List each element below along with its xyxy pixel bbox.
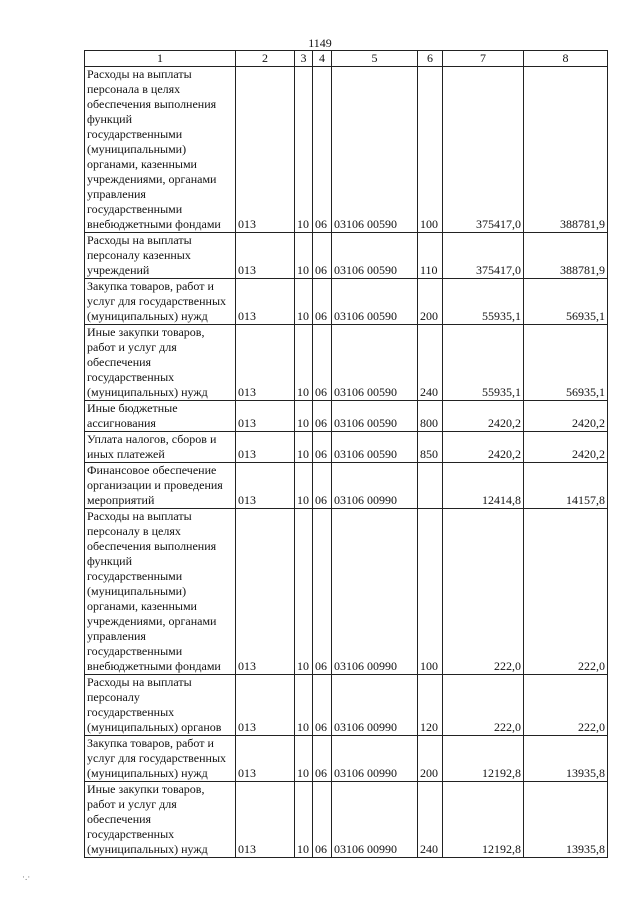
target-article-cell: 03106 00990 — [332, 782, 418, 858]
amount-year1-cell: 12192,8 — [443, 782, 524, 858]
table-row — [85, 675, 608, 736]
target-article-cell: 03106 00590 — [332, 432, 418, 463]
section-cell: 10 — [295, 325, 313, 401]
row-name-cell: Иные закупки товаров, работ и услуг для обеспечения государственных (муниципальных) нужд — [85, 325, 236, 401]
row-name-cell: Уплата налогов, сборов и иных платежей — [85, 432, 236, 463]
expense-type-cell: 110 — [418, 233, 443, 279]
table-row — [85, 782, 608, 858]
section-cell: 10 — [295, 279, 313, 325]
target-article-cell: 03106 00590 — [332, 401, 418, 432]
admin-code-cell: 013 — [236, 279, 295, 325]
admin-code-cell: 013 — [236, 509, 295, 675]
subsection-cell: 06 — [313, 432, 332, 463]
amount-year2-cell: 222,0 — [524, 509, 608, 675]
table-row — [85, 736, 608, 782]
amount-year2-cell: 14157,8 — [524, 463, 608, 509]
column-header: 7 — [443, 51, 524, 67]
subsection-cell: 06 — [313, 233, 332, 279]
amount-year1-cell: 55935,1 — [443, 325, 524, 401]
scan-speck: ·.· — [22, 872, 31, 882]
row-name-cell: Иные закупки товаров, работ и услуг для обеспечения государственных (муниципальных) нужд — [85, 782, 236, 858]
table-row — [85, 67, 608, 233]
page-number: 1149 — [308, 36, 332, 50]
subsection-cell: 06 — [313, 509, 332, 675]
table-row — [85, 401, 608, 432]
expense-type-cell: 100 — [418, 509, 443, 675]
amount-year1-cell: 222,0 — [443, 675, 524, 736]
expense-type-cell: 240 — [418, 325, 443, 401]
amount-year2-cell: 388781,9 — [524, 67, 608, 233]
section-cell: 10 — [295, 463, 313, 509]
target-article-cell: 03106 00990 — [332, 675, 418, 736]
subsection-cell: 06 — [313, 401, 332, 432]
section-cell: 10 — [295, 67, 313, 233]
subsection-cell: 06 — [313, 675, 332, 736]
admin-code-cell: 013 — [236, 463, 295, 509]
amount-year2-cell: 2420,2 — [524, 432, 608, 463]
amount-year2-cell: 56935,1 — [524, 325, 608, 401]
column-header: 5 — [332, 51, 418, 67]
amount-year1-cell: 2420,2 — [443, 432, 524, 463]
admin-code-cell: 013 — [236, 325, 295, 401]
row-name-cell: Закупка товаров, работ и услуг для государственных (муниципальных) нужд — [85, 736, 236, 782]
amount-year2-cell: 13935,8 — [524, 782, 608, 858]
section-cell: 10 — [295, 782, 313, 858]
section-cell: 10 — [295, 675, 313, 736]
table-row — [85, 463, 608, 509]
row-name-cell: Расходы на выплаты персонала в целях обеспечения выполнения функций государственными (муниципальными) органами, казенными учреждениями, органами управления государственными внебюджетными фондами — [85, 67, 236, 233]
amount-year1-cell: 375417,0 — [443, 67, 524, 233]
amount-year2-cell: 56935,1 — [524, 279, 608, 325]
row-name-cell: Иные бюджетные ассигнования — [85, 401, 236, 432]
target-article-cell: 03106 00590 — [332, 233, 418, 279]
expense-type-cell: 800 — [418, 401, 443, 432]
section-cell: 10 — [295, 509, 313, 675]
column-header: 2 — [236, 51, 295, 67]
column-header: 4 — [313, 51, 332, 67]
expense-type-cell: 850 — [418, 432, 443, 463]
target-article-cell: 03106 00590 — [332, 279, 418, 325]
admin-code-cell: 013 — [236, 432, 295, 463]
target-article-cell: 03106 00590 — [332, 325, 418, 401]
target-article-cell: 03106 00990 — [332, 463, 418, 509]
table-row — [85, 325, 608, 401]
target-article-cell: 03106 00990 — [332, 736, 418, 782]
expense-type-cell — [418, 463, 443, 509]
column-header: 3 — [295, 51, 313, 67]
subsection-cell: 06 — [313, 782, 332, 858]
amount-year1-cell: 12414,8 — [443, 463, 524, 509]
admin-code-cell: 013 — [236, 401, 295, 432]
table-row — [85, 509, 608, 675]
section-cell: 10 — [295, 233, 313, 279]
expense-type-cell: 100 — [418, 67, 443, 233]
amount-year2-cell: 388781,9 — [524, 233, 608, 279]
amount-year1-cell: 222,0 — [443, 509, 524, 675]
amount-year1-cell: 55935,1 — [443, 279, 524, 325]
row-name-cell: Расходы на выплаты персоналу в целях обеспечения выполнения функций государственными (муниципальными) органами, казенными учреждениями, органами управления государственными внебюджетными фондами — [85, 509, 236, 675]
admin-code-cell: 013 — [236, 67, 295, 233]
subsection-cell: 06 — [313, 463, 332, 509]
amount-year2-cell: 2420,2 — [524, 401, 608, 432]
section-cell: 10 — [295, 401, 313, 432]
target-article-cell: 03106 00590 — [332, 67, 418, 233]
amount-year2-cell: 222,0 — [524, 675, 608, 736]
amount-year1-cell: 375417,0 — [443, 233, 524, 279]
subsection-cell: 06 — [313, 325, 332, 401]
admin-code-cell: 013 — [236, 233, 295, 279]
table-row — [85, 279, 608, 325]
target-article-cell: 03106 00990 — [332, 509, 418, 675]
column-header: 1 — [85, 51, 236, 67]
expense-type-cell: 200 — [418, 279, 443, 325]
budget-table — [84, 50, 608, 858]
amount-year2-cell: 13935,8 — [524, 736, 608, 782]
amount-year1-cell: 12192,8 — [443, 736, 524, 782]
row-name-cell: Закупка товаров, работ и услуг для государственных (муниципальных) нужд — [85, 279, 236, 325]
amount-year1-cell: 2420,2 — [443, 401, 524, 432]
expense-type-cell: 120 — [418, 675, 443, 736]
subsection-cell: 06 — [313, 67, 332, 233]
admin-code-cell: 013 — [236, 736, 295, 782]
column-header: 8 — [524, 51, 608, 67]
column-header: 6 — [418, 51, 443, 67]
row-name-cell: Расходы на выплаты персоналу казенных учреждений — [85, 233, 236, 279]
header-row — [85, 51, 608, 67]
section-cell: 10 — [295, 432, 313, 463]
admin-code-cell: 013 — [236, 675, 295, 736]
expense-type-cell: 200 — [418, 736, 443, 782]
table-row — [85, 432, 608, 463]
row-name-cell: Расходы на выплаты персоналу государственных (муниципальных) органов — [85, 675, 236, 736]
subsection-cell: 06 — [313, 736, 332, 782]
expense-type-cell: 240 — [418, 782, 443, 858]
table-row — [85, 233, 608, 279]
section-cell: 10 — [295, 736, 313, 782]
subsection-cell: 06 — [313, 279, 332, 325]
row-name-cell: Финансовое обеспечение организации и проведения мероприятий — [85, 463, 236, 509]
admin-code-cell: 013 — [236, 782, 295, 858]
